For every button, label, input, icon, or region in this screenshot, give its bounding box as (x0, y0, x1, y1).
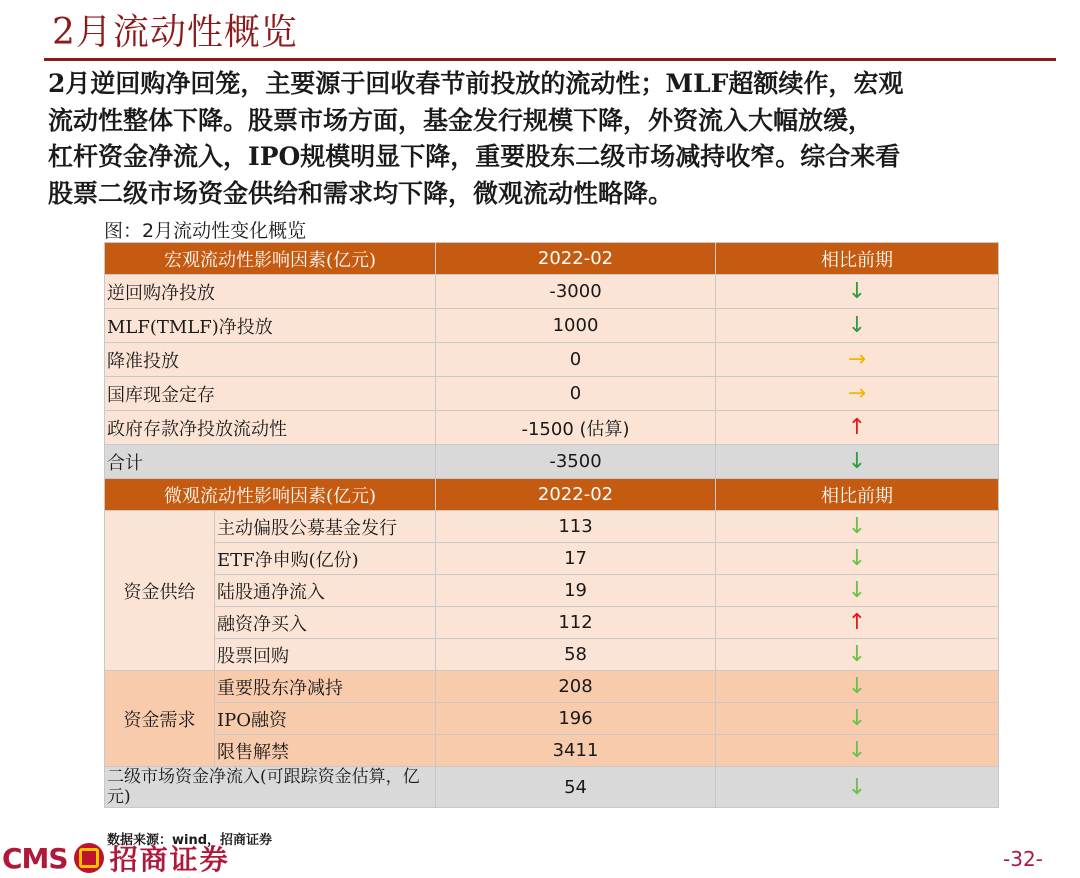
logo-chinese: 招商证券 (109, 843, 230, 876)
row-label: 股票回购 (215, 639, 436, 671)
row-label: 主动偏股公募基金发行 (215, 511, 436, 543)
down-arrow-icon: ↓ (716, 275, 999, 309)
row-value: 19 (436, 575, 716, 607)
supply-group-label: 资金供给 (105, 511, 215, 671)
right-arrow-icon: → (716, 343, 999, 377)
micro-header-row (105, 479, 999, 511)
table-row (105, 511, 999, 543)
down-arrow-icon: ↓ (716, 445, 999, 479)
table-row (105, 377, 999, 411)
row-label: 逆回购净投放 (105, 275, 436, 309)
table-row (105, 671, 999, 703)
row-label: 陆股通净流入 (215, 575, 436, 607)
row-label: ETF净申购(亿份) (215, 543, 436, 575)
row-label: 限售解禁 (215, 735, 436, 767)
row-value: 1000 (436, 309, 716, 343)
row-value: 58 (436, 639, 716, 671)
page-title: 2月流动性概览 (52, 12, 298, 53)
down-arrow-icon: ↓ (716, 543, 999, 575)
row-value: 208 (436, 671, 716, 703)
down-arrow-icon: ↓ (716, 639, 999, 671)
table-row (105, 411, 999, 445)
row-value: -3500 (436, 445, 716, 479)
table-row (105, 575, 999, 607)
logo-mark-icon (74, 843, 104, 873)
table-row (105, 309, 999, 343)
demand-group-label: 资金需求 (105, 671, 215, 767)
row-value: 17 (436, 543, 716, 575)
company-logo (2, 840, 230, 876)
figure-caption: 图：2月流动性变化概览 (104, 220, 307, 242)
up-arrow-icon: ↑ (716, 411, 999, 445)
table-row (105, 607, 999, 639)
data-source-note: 数据来源：wind，招商证券 (107, 833, 273, 848)
row-label: IPO融资 (215, 703, 436, 735)
down-arrow-icon: ↓ (716, 671, 999, 703)
table-row (105, 639, 999, 671)
micro-header-factor: 微观流动性影响因素(亿元) (105, 479, 436, 511)
summary-paragraph: 2月逆回购净回笼，主要源于回收春节前投放的流动性；MLF超额续作，宏观 流动性整体下降。股票市场方面，基金发行规模下降，外资流入大幅放缓， 杠杆资金净流入，IPO规模明显下降，重要股东二级市场减持收窄。综合来看 股票二级市场资金供给和需求均下降，微观流动性略降。 (48, 69, 904, 208)
title-divider (44, 58, 1056, 61)
table-row (105, 735, 999, 767)
down-arrow-icon: ↓ (716, 511, 999, 543)
down-arrow-icon: ↓ (716, 575, 999, 607)
net-inflow-row (105, 767, 999, 808)
row-value: 0 (436, 377, 716, 411)
right-arrow-icon: → (716, 377, 999, 411)
up-arrow-icon: ↑ (716, 607, 999, 639)
macro-header-factor: 宏观流动性影响因素(亿元) (105, 243, 436, 275)
row-label: 重要股东净减持 (215, 671, 436, 703)
row-value: 196 (436, 703, 716, 735)
table-row (105, 343, 999, 377)
down-arrow-icon: ↓ (716, 309, 999, 343)
macro-header-row (105, 243, 999, 275)
table-row (105, 543, 999, 575)
row-label: 合计 (105, 445, 436, 479)
row-value: 3411 (436, 735, 716, 767)
row-label: 降准投放 (105, 343, 436, 377)
down-arrow-icon: ↓ (716, 735, 999, 767)
row-label: MLF(TMLF)净投放 (105, 309, 436, 343)
row-label: 政府存款净投放流动性 (105, 411, 436, 445)
row-value: 54 (436, 767, 716, 808)
table-row (105, 275, 999, 309)
row-label: 融资净买入 (215, 607, 436, 639)
macro-header-change: 相比前期 (716, 243, 999, 275)
row-value: -1500 (估算) (436, 411, 716, 445)
row-label: 国库现金定存 (105, 377, 436, 411)
page-number: -32- (1003, 847, 1043, 871)
row-value: 0 (436, 343, 716, 377)
row-value: 113 (436, 511, 716, 543)
micro-header-change: 相比前期 (716, 479, 999, 511)
row-value: 112 (436, 607, 716, 639)
liquidity-table (104, 242, 999, 808)
down-arrow-icon: ↓ (716, 767, 999, 808)
down-arrow-icon: ↓ (716, 703, 999, 735)
row-value: -3000 (436, 275, 716, 309)
total-row (105, 445, 999, 479)
row-label: 二级市场资金净流入(可跟踪资金估算，亿元) (105, 767, 436, 808)
micro-header-period: 2022-02 (436, 479, 716, 511)
logo-latin: CMS (2, 841, 68, 875)
macro-header-period: 2022-02 (436, 243, 716, 275)
table-row (105, 703, 999, 735)
